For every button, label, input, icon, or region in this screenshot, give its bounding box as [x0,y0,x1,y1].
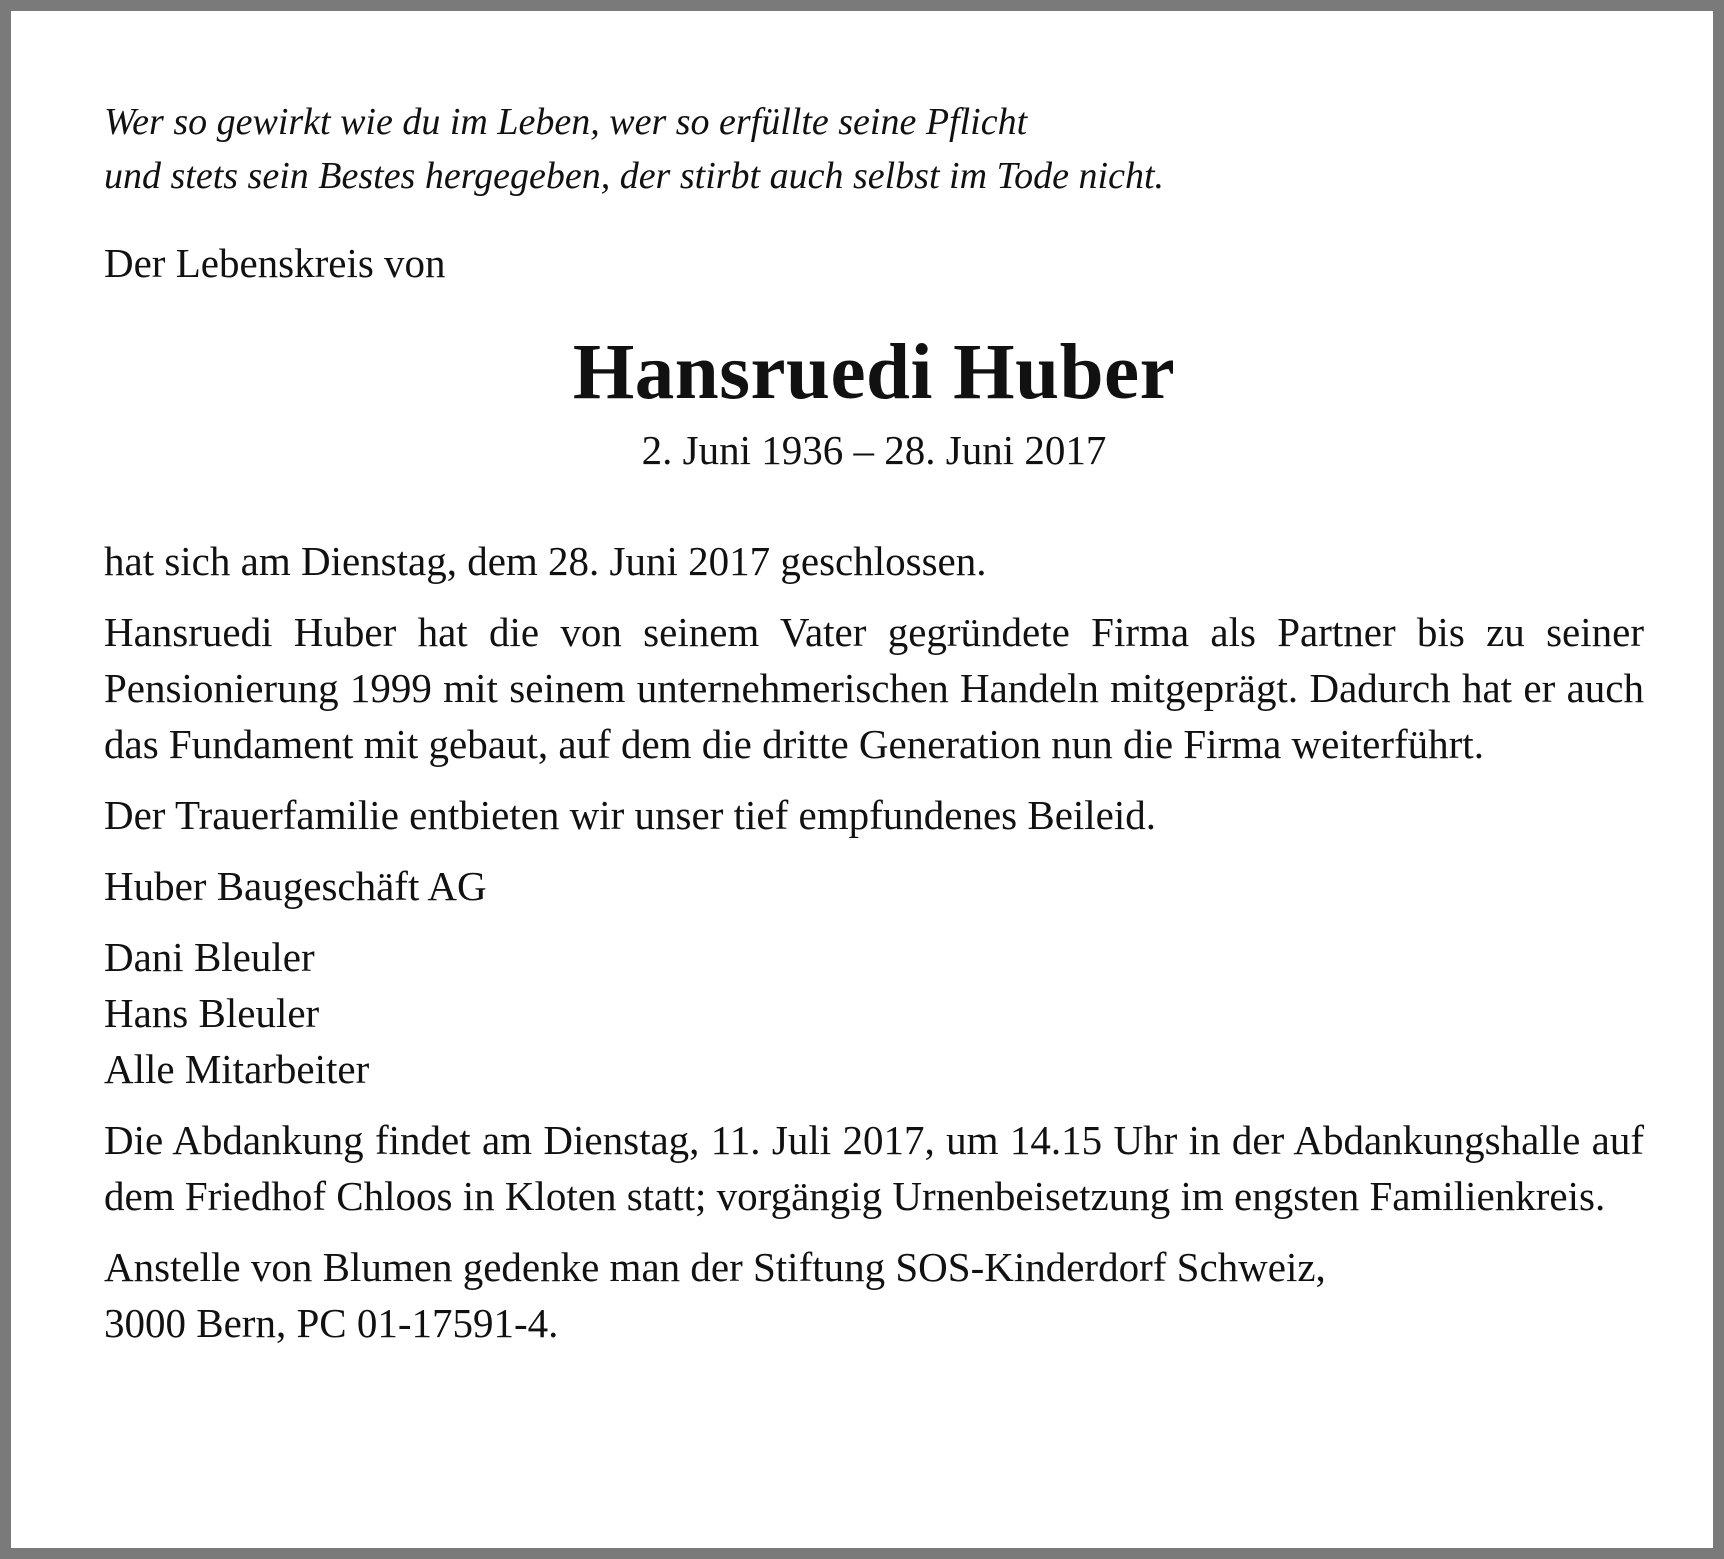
motto-verse [104,95,1644,203]
signer-1: Dani Bleuler [104,934,315,980]
obituary-content [104,95,1644,1351]
deceased-name: Hansruedi Huber [572,329,1176,416]
donation-line-2: 3000 Bern, PC 01-17591-4. [104,1300,559,1346]
closed-statement: hat sich am Dienstag, dem 28. Juni 2017 geschlossen. [104,538,987,584]
condolence-text: Der Trauerfamilie entbieten wir unser tief empfundenes Beileid. [104,792,1157,838]
motto-line-1: Wer so gewirkt wie du im Leben, wer so erfüllte seine Pflicht [104,101,1028,143]
life-dates: 2. Juni 1936 – 28. Juni 2017 [641,427,1107,473]
signers-list [104,929,1644,1097]
intro-text: Der Lebenskreis von [104,240,446,286]
signer-3: Alle Mitarbeiter [104,1046,370,1092]
motto-line-2: und stets sein Bestes hergegeben, der stirbt auch selbst im Tode nicht. [104,155,1165,197]
donation-note [104,1239,1644,1351]
biography-paragraph: Hansruedi Huber hat die von seinem Vater gegründete Firma als Partner bis zu seiner Pensionierung 1999 mit seinem unternehmerischen Handeln mitgeprägt. Dadurch hat er auch das Fundament mit gebaut, auf dem die dritte Generation nun die Firma weiterführt. [104,609,1644,767]
donation-line-1: Anstelle von Blumen gedenke man der Stiftung SOS-Kinderdorf Schweiz, [104,1244,1326,1290]
ceremony-details: Die Abdankung findet am Dienstag, 11. Juli 2017, um 14.15 Uhr in der Abdankungshalle auf dem Friedhof Chloos in Kloten statt; vorgängig Urnenbeisetzung im engsten Familienkreis. [104,1117,1644,1219]
signer-2: Hans Bleuler [104,990,320,1036]
company-name: Huber Baugeschäft AG [104,863,487,909]
